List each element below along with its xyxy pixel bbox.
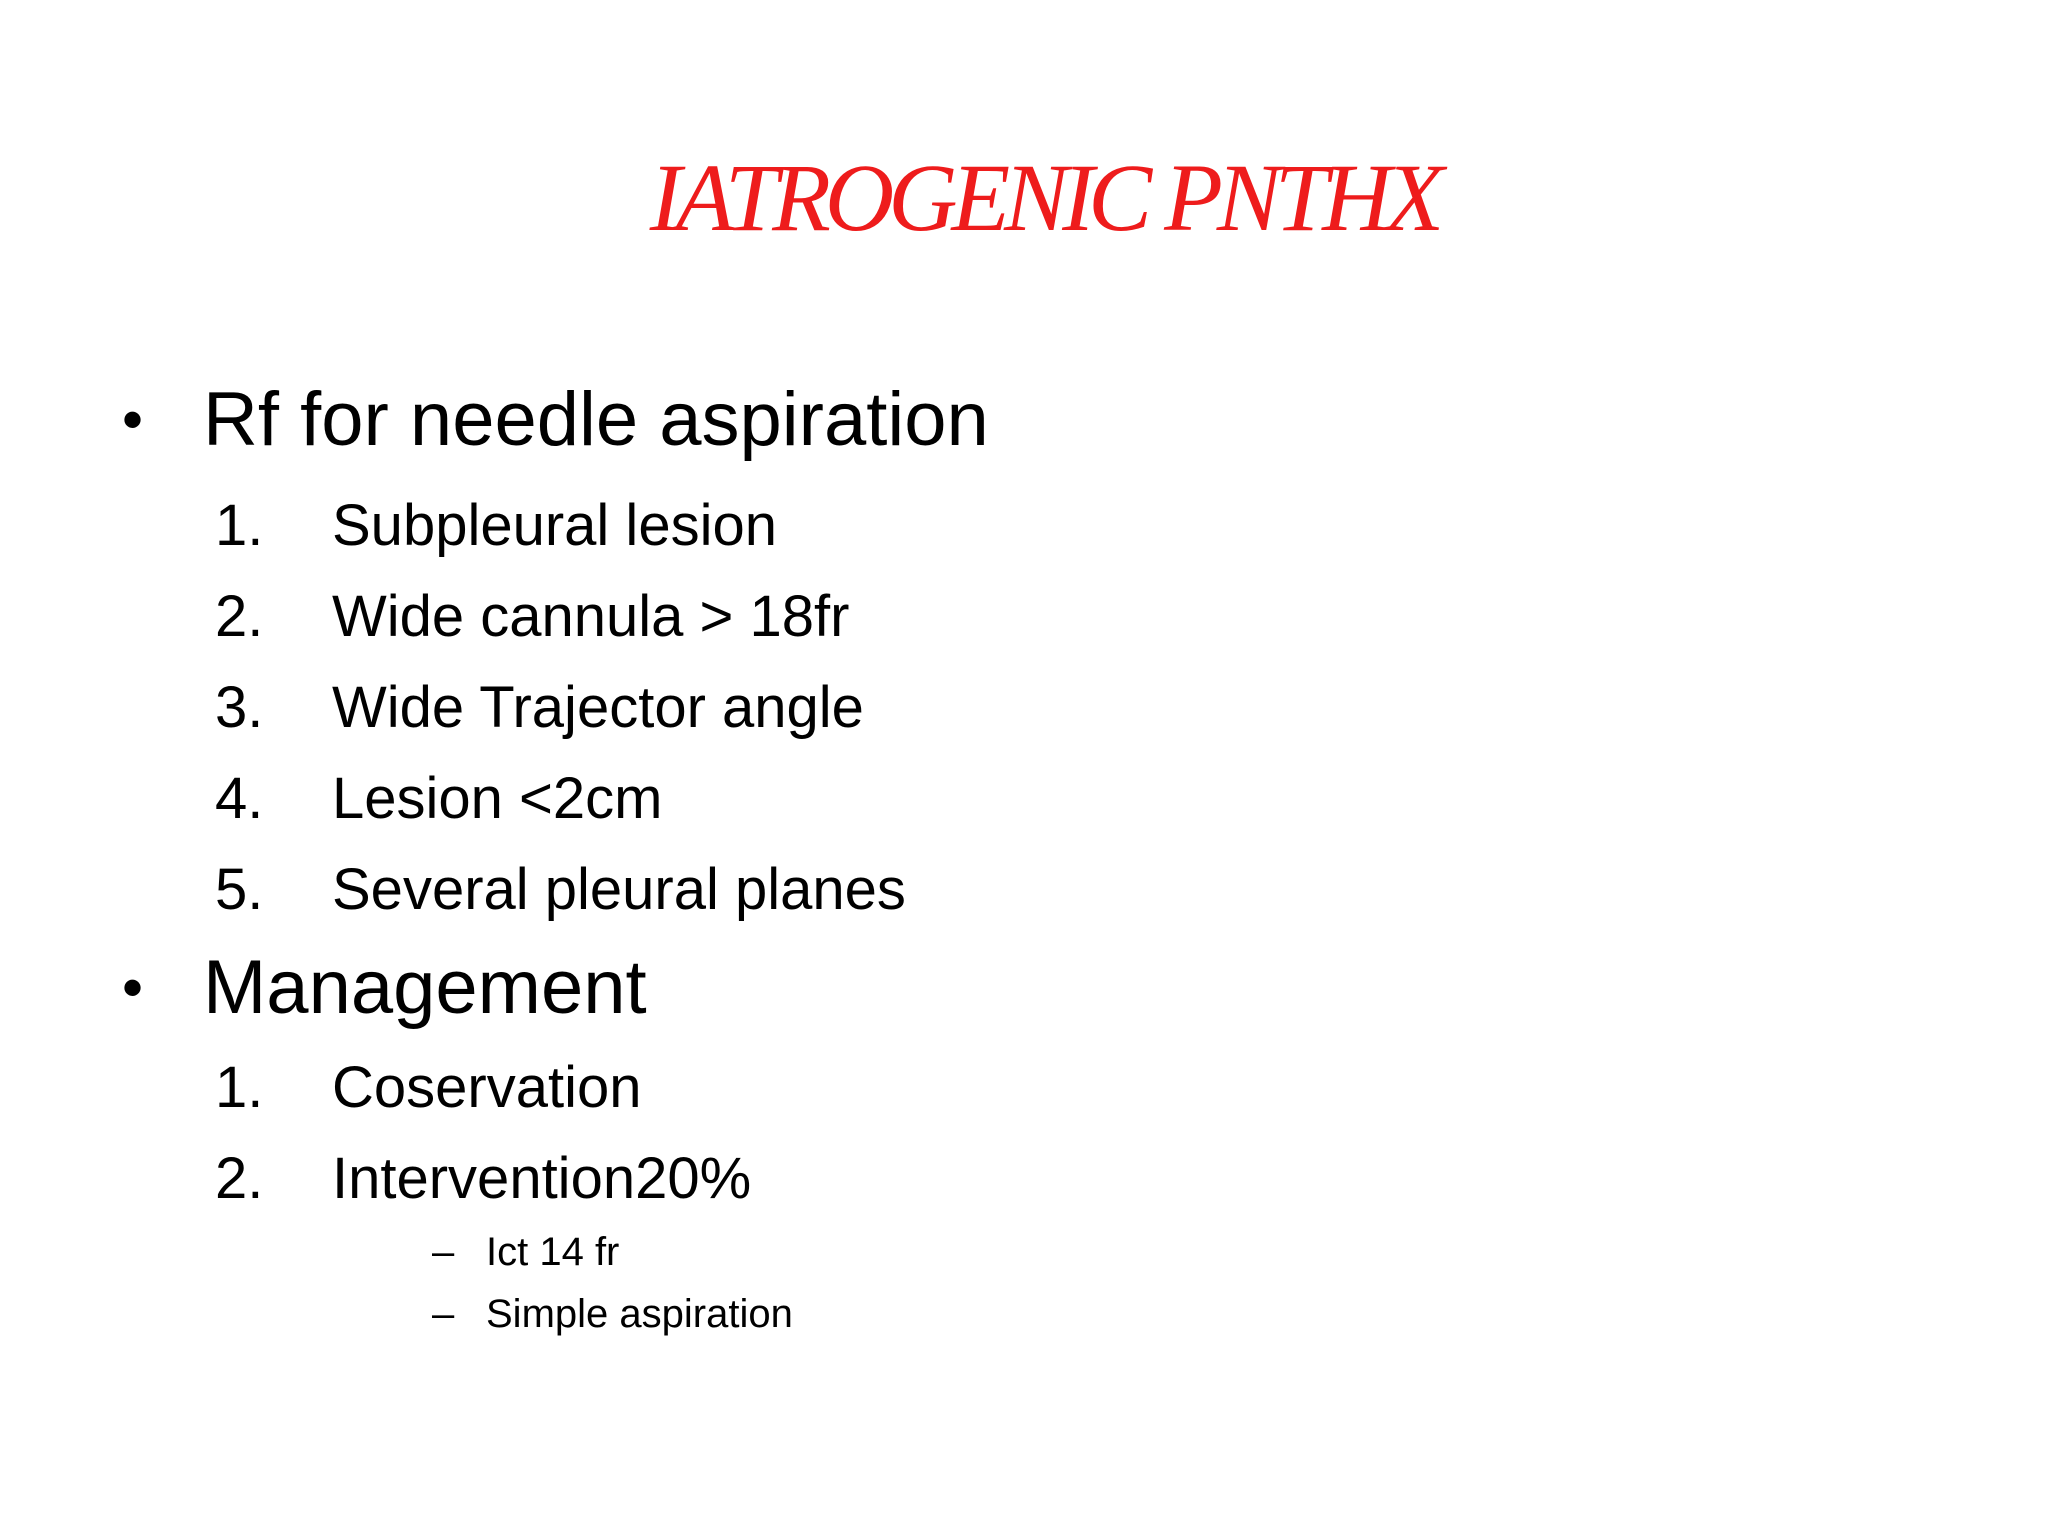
list-number: 1.	[215, 493, 264, 558]
bullet-marker: •	[122, 954, 144, 1021]
list-number: 1.	[215, 1055, 264, 1120]
list-number: 5.	[215, 857, 264, 922]
list-text: Lesion <2cm	[332, 766, 663, 831]
list-number: 2.	[215, 584, 264, 649]
sub-list-marker: –	[432, 1292, 455, 1336]
list-text: Wide Trajector angle	[332, 675, 864, 740]
list-text: Intervention20%	[332, 1146, 752, 1211]
sub-list-text: Simple aspiration	[486, 1292, 793, 1336]
list-text: Several pleural planes	[332, 857, 906, 922]
list-text: Subpleural lesion	[332, 493, 777, 558]
list-number: 4.	[215, 766, 264, 831]
sub-list-marker: –	[432, 1230, 455, 1274]
list-text: Coservation	[332, 1055, 642, 1120]
list-text: Wide cannula > 18fr	[332, 584, 850, 649]
sub-list-text: Ict 14 fr	[486, 1230, 620, 1274]
slide-title: IATROGENIC PNTHX	[649, 144, 1439, 251]
bullet-heading: Rf for needle aspiration	[203, 377, 989, 462]
list-number: 2.	[215, 1146, 264, 1211]
list-number: 3.	[215, 675, 264, 740]
bullet-heading: Management	[203, 945, 647, 1030]
bullet-marker: •	[122, 386, 144, 453]
